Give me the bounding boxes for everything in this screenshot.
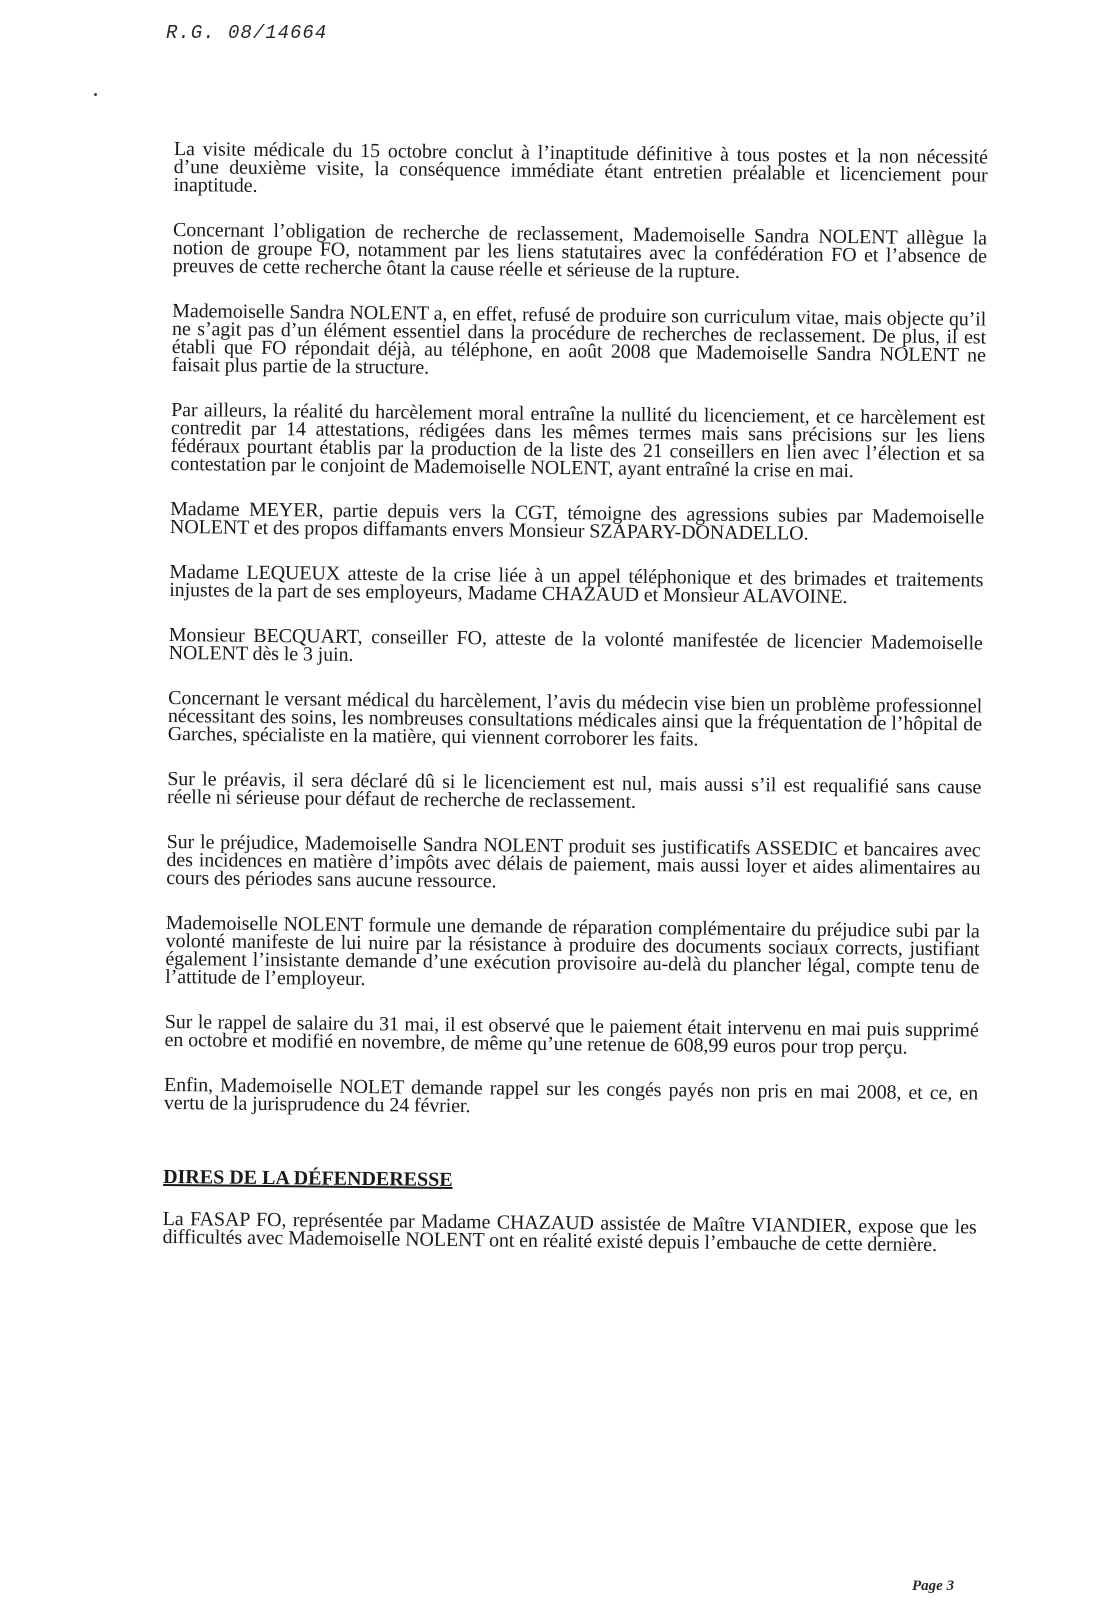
paragraph-curriculum: Mademoiselle Sandra NOLENT a, en effet, refusé de produire son curriculum vitae, mais objecte qu’il ne s’agit pas d’un élément essentiel dans la procédure de recherches de reclassement. De plus, il est établi que FO répondait déjà, au téléphone, en août 2008 que Mademoiselle Sandra NOLENT ne faisait plus partie de la structure.	[171, 299, 987, 379]
document-body	[162, 140, 988, 1281]
paragraph-becquart: Monsieur BECQUART, conseiller FO, atteste de la volonté manifestée de licencier Mademoiselle NOLENT dès le 3 juin.	[168, 623, 983, 666]
page-number: Page 3	[912, 1578, 955, 1594]
paragraph-reclassement: Concernant l’obligation de recherche de reclassement, Mademoiselle Sandra NOLENT allègue la notion de groupe FO, notamment par les liens statutaires avec la confédération FO et l’absence de preuves de cette recherche ôtant la cause réelle et sérieuse de la rupture.	[172, 218, 988, 283]
section-title: DIRES DE LA DÉFENDERESSE	[163, 1165, 453, 1191]
paragraph-harcelement: Par ailleurs, la réalité du harcèlement moral entraîne la nullité du licenciement, et ce harcèlement est contredit par 14 attestations, rédigées dans les mêmes termes mais sans précisions sur les liens fédéraux pourtant établis par la production de la liste des 21 conseillers en lien avec l’élection et sa contestation par le conjoint de Mademoiselle NOLENT, ayant entraîné la crise en mai.	[170, 398, 986, 483]
paragraph-lequeux: Madame LEQUEUX atteste de la crise liée à un appel téléphonique et des brimades et traitements injustes de la part de ses employeurs, Madame CHAZAUD et Monsieur ALAVOINE.	[169, 560, 984, 609]
case-reference: R.G. 08/14664	[166, 22, 328, 44]
paragraph-conges: Enfin, Mademoiselle NOLET demande rappel sur les congés payés non pris en mai 2008, et ce, en vertu de la jurisprudence du 24 février.	[163, 1073, 979, 1118]
paragraph-medical-visit: La visite médicale du 15 octobre conclut à l’inaptitude définitive à tous postes et la non nécessité d’une deuxième visite, la conséquence immédiate étant entretien préalable et licenciement pour inaptitude.	[173, 138, 988, 197]
paragraph-meyer: Madame MEYER, partie depuis vers la CGT, témoigne des agressions subies par Mademoiselle NOLENT et des propos diffamants envers Monsieur SZAPARY-DONADELLO.	[169, 497, 985, 545]
scan-speck	[94, 93, 97, 96]
paragraph-reparation: Mademoiselle NOLENT formule une demande de réparation complémentaire du préjudice subi par la volonté manifeste de lui nuire par la résistance à produire des documents sociaux corrects, justifiant également l’insistante demande d’une exécution provisoire au-delà du plancher légal, compte tenu de l’attitude de l’employeur.	[165, 911, 980, 991]
paragraph-preavis: Sur le préavis, il sera déclaré dû si le licenciement est nul, mais aussi s’il est requalifié sans cause réelle ni sérieuse pour défaut de recherche de reclassement.	[167, 767, 982, 813]
paragraph-rappel-salaire: Sur le rappel de salaire du 31 mai, il est observé que le paiement était intervenu en mai puis supprimé en octobre et modifié en novembre, de même qu’une retenue de 608,99 euros pour trop perçu.	[164, 1010, 979, 1059]
paragraph-prejudice: Sur le préjudice, Mademoiselle Sandra NOLENT produit ses justificatifs ASSEDIC et bancaires avec des incidences en matière d’impôts avec délais de paiement, mais aussi loyer et aides alimentaires au cours des périodes sans aucune ressource.	[166, 830, 981, 893]
paragraph-defense: La FASAP FO, représentée par Madame CHAZAUD assistée de Maître VIANDIER, expose que les difficultés avec Mademoiselle NOLENT ont en réalité existé depuis l’embauche de cette dernière.	[162, 1207, 977, 1257]
paragraph-medical: Concernant le versant médical du harcèlement, l’avis du médecin vise bien un problème professionnel nécessitant des soins, les nombreuses consultations médicales ainsi que la fréquentation de l’hôpital de Garches, spécialiste en la matière, qui viennent corroborer les faits.	[167, 686, 983, 751]
